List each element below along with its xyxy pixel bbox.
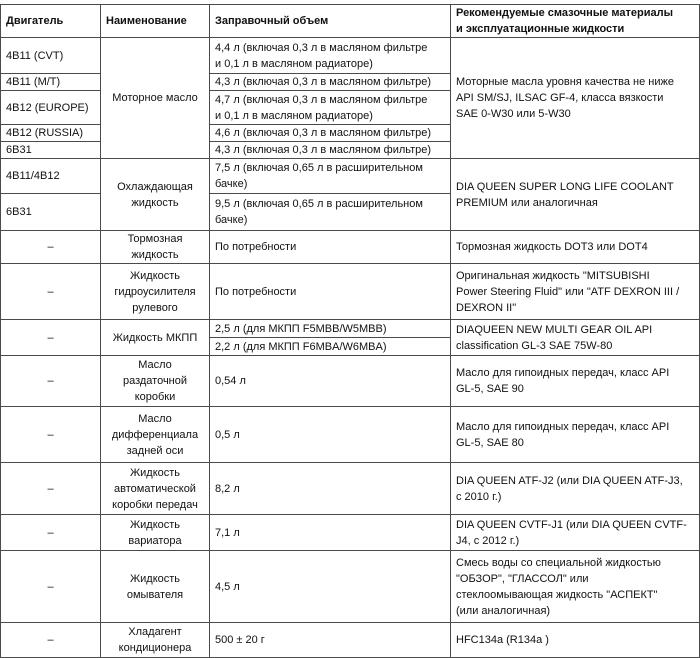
volume-cell: 4,7 л (включая 0,3 л в масляном фильтре и 0,1 л в масляном радиаторе) — [209, 90, 451, 125]
recommended-cell: Тормозная жидкость DOT3 или DOT4 — [450, 230, 700, 264]
engine-cell: – — [0, 230, 101, 264]
fluid-name: Жидкость автоматической коробки передач — [100, 462, 210, 515]
engine-cell: 6B31 — [0, 141, 101, 159]
engine-cell: – — [0, 319, 101, 356]
volume-cell: 0,5 л — [209, 406, 451, 463]
volume-cell: 8,2 л — [209, 462, 451, 515]
volume-cell: 4,6 л (включая 0,3 л в масляном фильтре) — [209, 124, 451, 142]
engine-cell: – — [0, 355, 101, 407]
fluid-name: Охлаждающая жидкость — [100, 158, 210, 231]
engine-cell: – — [0, 622, 101, 658]
recommended-cell: Масло для гипоидных передач, класс API GL-5, SAE 90 — [450, 355, 700, 407]
fluid-name: Масло дифференциала задней оси — [100, 406, 210, 463]
engine-cell: 6B31 — [0, 193, 101, 231]
fluid-name: Жидкость омывателя — [100, 550, 210, 623]
engine-cell: – — [0, 462, 101, 515]
recommended-cell: Смесь воды со специальной жидкостью "ОБЗОР", "ГЛАССОЛ" или стеклоомывающая жидкость "АСПЕКТ" (или аналогичная) — [450, 550, 700, 623]
engine-cell: 4B12 (EUROPE) — [0, 90, 101, 125]
fluid-name: Хладагент кондиционера — [100, 622, 210, 658]
header-recommended: Рекомендуемые смазочные материалы и эксплуатационные жидкости — [450, 4, 700, 38]
volume-cell: 9,5 л (включая 0,65 л в расширительном бачке) — [209, 193, 451, 231]
fluid-name: Жидкость вариатора — [100, 514, 210, 551]
engine-cell: – — [0, 406, 101, 463]
engine-cell: 4B11 (CVT) — [0, 37, 101, 74]
volume-cell: 4,3 л (включая 0,3 л в масляном фильтре) — [209, 141, 451, 159]
recommended-cell: DIA QUEEN ATF-J2 (или DIA QUEEN ATF-J3, с 2010 г.) — [450, 462, 700, 515]
fluid-name: Масло раздаточной коробки — [100, 355, 210, 407]
recommended-cell: DIA QUEEN SUPER LONG LIFE COOLANT PREMIUM или аналогичная — [450, 158, 700, 231]
volume-cell: 7,1 л — [209, 514, 451, 551]
volume-cell: 2,5 л (для МКПП F5MBB/W5MBB) — [209, 319, 451, 338]
volume-cell: По потребности — [209, 263, 451, 320]
volume-cell: 2,2 л (для МКПП F6MBA/W6MBA) — [209, 337, 451, 356]
recommended-cell: HFC134a (R134a ) — [450, 622, 700, 658]
volume-cell: 4,5 л — [209, 550, 451, 623]
engine-cell: – — [0, 514, 101, 551]
recommended-cell: Масло для гипоидных передач, класс API GL-5, SAE 80 — [450, 406, 700, 463]
engine-cell: – — [0, 263, 101, 320]
fluid-name: Тормозная жидкость — [100, 230, 210, 264]
engine-cell: 4B11/4B12 — [0, 158, 101, 194]
fluid-name: Жидкость гидроусилителя рулевого — [100, 263, 210, 320]
volume-cell: 500 ± 20 г — [209, 622, 451, 658]
volume-cell: 7,5 л (включая 0,65 л в расширительном бачке) — [209, 158, 451, 194]
volume-cell: 4,3 л (включая 0,3 л в масляном фильтре) — [209, 73, 451, 91]
fluid-name: Моторное масло — [100, 37, 210, 159]
fluid-name: Жидкость МКПП — [100, 319, 210, 356]
header-volume: Заправочный объем — [209, 4, 451, 38]
volume-cell: 4,4 л (включая 0,3 л в масляном фильтре и 0,1 л в масляном радиаторе) — [209, 37, 451, 74]
header-engine: Двигатель — [0, 4, 101, 38]
recommended-cell: DIAQUEEN NEW MULTI GEAR OIL API classification GL-3 SAE 75W-80 — [450, 319, 700, 356]
engine-cell: 4B11 (M/T) — [0, 73, 101, 91]
recommended-cell: Моторные масла уровня качества не ниже API SM/SJ, ILSAC GF-4, класса вязкости SAE 0-W30 или 5-W30 — [450, 37, 700, 159]
engine-cell: 4B12 (RUSSIA) — [0, 124, 101, 142]
recommended-cell: DIA QUEEN CVTF-J1 (или DIA QUEEN CVTF- J4, с 2012 г.) — [450, 514, 700, 551]
engine-cell: – — [0, 550, 101, 623]
header-name: Наименование — [100, 4, 210, 38]
recommended-cell: Оригинальная жидкость "MITSUBISHI Power Steering Fluid" или "ATF DEXRON III / DEXRON II" — [450, 263, 700, 320]
volume-cell: По потребности — [209, 230, 451, 264]
volume-cell: 0,54 л — [209, 355, 451, 407]
